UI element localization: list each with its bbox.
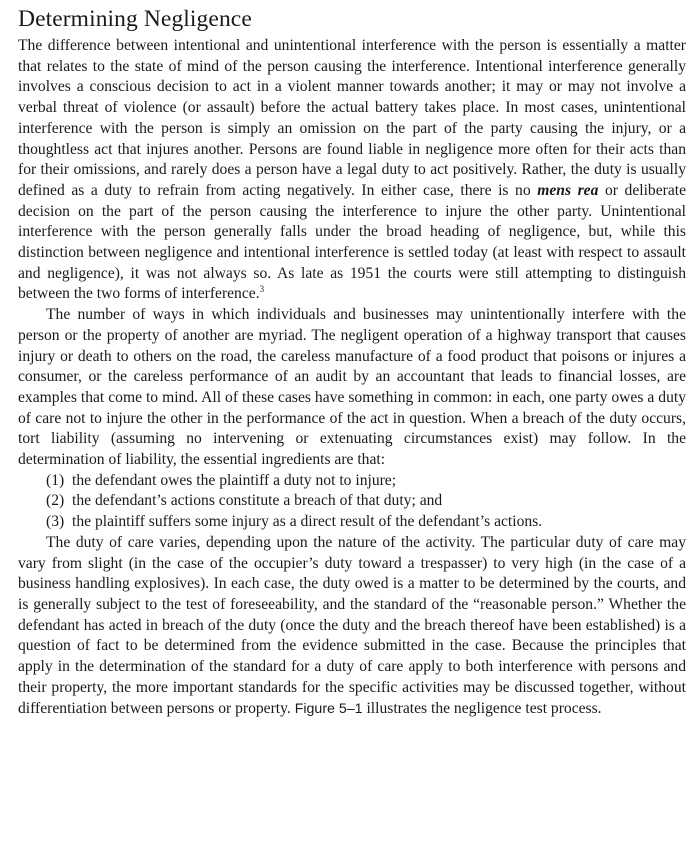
list-item xyxy=(46,512,686,533)
list-number: (2) xyxy=(46,492,65,510)
essential-ingredients-list xyxy=(18,471,686,533)
list-text: the defendant’s actions constitute a breach of that duty; and xyxy=(72,492,443,510)
paragraph-text: The duty of care varies, depending upon the nature of the activity. The particular duty of care may vary from slight (in the case of the occupier’s duty toward a trespasser) to very high (in the case of a business handling explosives). In each case, the duty owed is a matter to be determined by the courts, and is generally subject to the test of foreseeability, and the standard of the “reasonable person.” Whether the defendant has acted in breach of the duty (once the duty and the breach thereof have been established) is a question of fact to be determined from the evidence submitted in the case. Because the principles that apply in the determination of the standard for a duty of care apply to both interference with persons and their property, the more important standards for the specific activities may be discussed together, without differentiation between persons or property. xyxy=(18,533,686,717)
paragraph-duty-of-care xyxy=(18,533,686,719)
paragraph-text: The difference between intentional and unintentional interference with the person is essentially a matter that relates to the state of mind of the person causing the interference. Intentional interference generally involves a conscious decision to act in a violent manner towards another; it may or may not involve a verbal threat of violence (or assault) before the actual battery takes place. In most cases, unintentional interference with the person is simply an omission on the part of the party causing the injury, or a thoughtless act that injures another. Persons are found liable in negligence more often for their acts than for their omissions, and rarely does a person have a legal duty to act positively. Rather, the duty is usually defined as a duty to refrain from acting negatively. In either case, there is no xyxy=(18,37,686,199)
latin-term: mens rea xyxy=(537,181,599,199)
paragraph-text: illustrates the negligence test process. xyxy=(366,699,602,717)
list-number: (3) xyxy=(46,513,65,531)
paragraph-text: or deliberate decision on the part of the person causing the interference to injure the other party. Unintentional interference with the person generally falls under the broad heading of negligence, but, while this distinction between negligence and intentional interference is settled today (at least with respect to assault and negligence), it was not always so. As late as 1951 the courts were still attempting to distinguish between the two forms of interference. xyxy=(18,181,686,303)
paragraph-ways-of-interference: The number of ways in which individuals and businesses may unintentionally interfere with the person or the property of another are myriad. The negligent operation of a highway transport that causes injury or death to others on the road, the careless manufacture of a food product that poisons or injures a consumer, or the careless performance of an audit by an accountant that leads to financial losses, are examples that come to mind. All of these cases have something in common: in each, one party owes a duty of care not to injure the other in the performance of the act in question. When a breach of the duty occurs, tort liability (assuming no intervening or extenuating circumstances exist) may follow. In the determination of liability, the essential ingredients are that: xyxy=(18,306,686,469)
list-text: the plaintiff suffers some injury as a direct result of the defendant’s actions. xyxy=(72,513,543,531)
footnote-marker: 3 xyxy=(259,284,265,295)
list-item xyxy=(46,491,686,512)
paragraph-intentional-vs-unintentional xyxy=(18,36,686,305)
section-heading: Determining Negligence xyxy=(18,6,252,32)
list-text: the defendant owes the plaintiff a duty not to injure; xyxy=(72,471,397,489)
list-item xyxy=(46,471,686,492)
figure-reference: Figure 5–1 xyxy=(294,700,363,717)
list-number: (1) xyxy=(46,471,65,489)
